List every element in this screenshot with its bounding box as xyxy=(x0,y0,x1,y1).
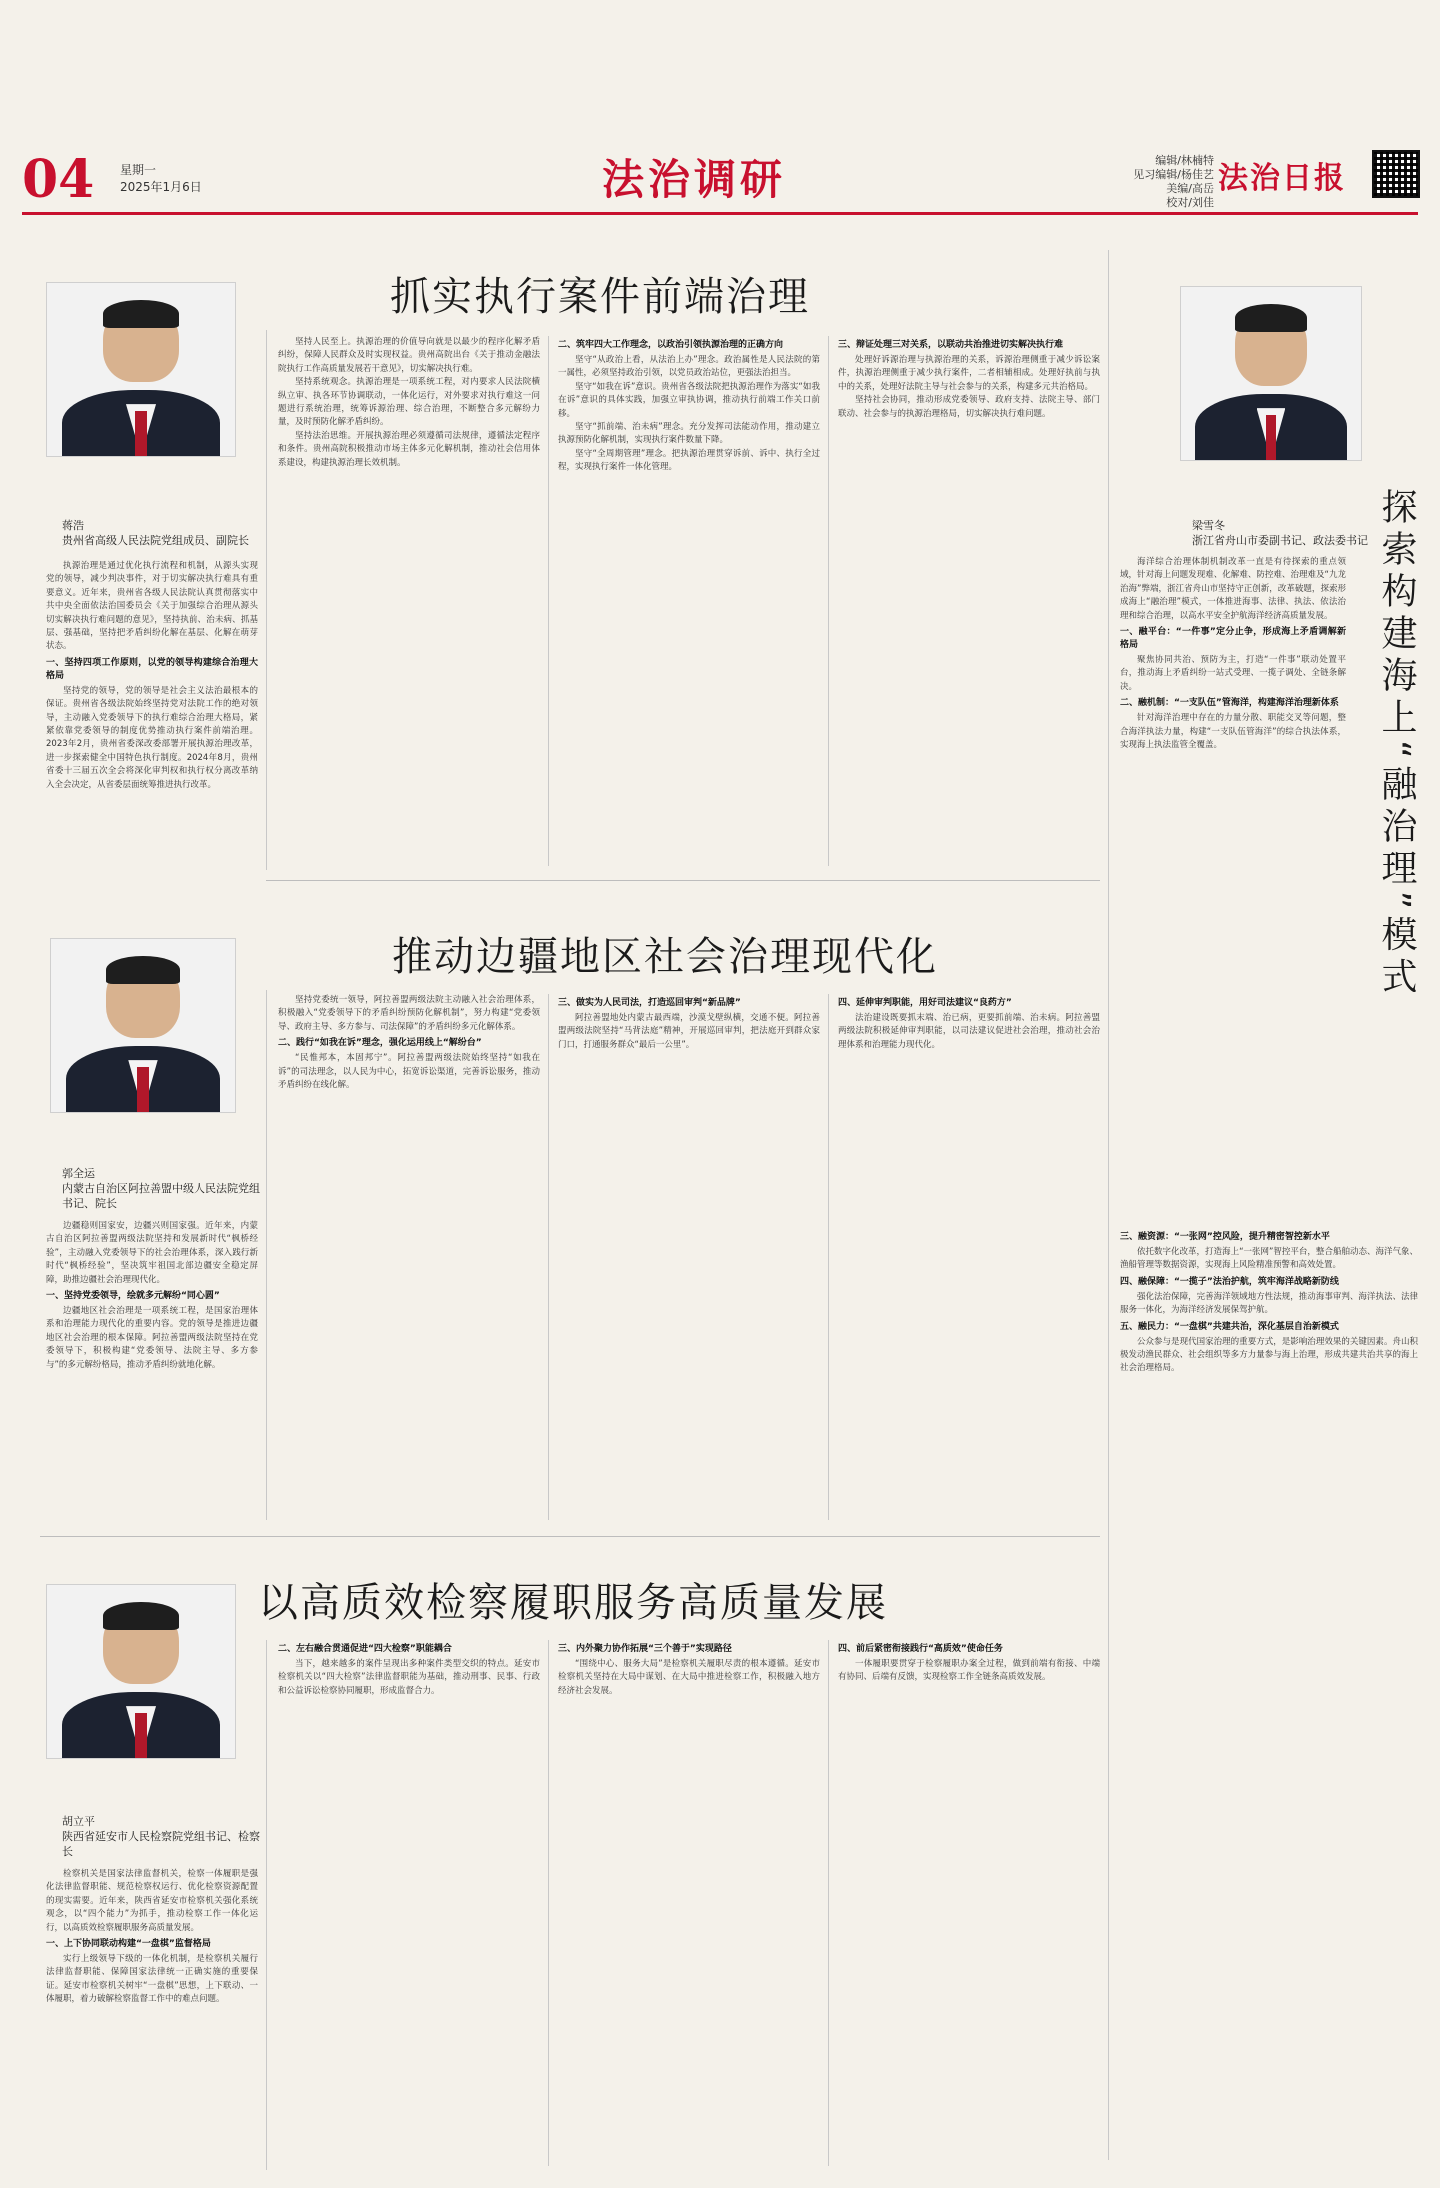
article-body-column xyxy=(1120,556,1346,1216)
editor-credits xyxy=(1112,154,1214,210)
article-body-column xyxy=(46,1220,258,1520)
article-body-column xyxy=(278,994,540,1524)
author-title: 陕西省延安市人民检察院党组书记、检察长 xyxy=(62,1830,260,1858)
editor-line: 见习编辑/杨佳艺 xyxy=(1133,168,1214,181)
author-photo xyxy=(46,1584,236,1759)
paragraph: 坚持社会协同，推动形成党委领导、政府支持、法院主导、部门联动、社会参与的执源治理格局，切实解决执行难问题。 xyxy=(838,395,1100,419)
page-number: 04 xyxy=(22,149,95,210)
paragraph: 处理好诉源治理与执源治理的关系，诉源治理侧重于减少诉讼案件，执源治理侧重于减少执行案件，二者相辅相成。处理好执前与执中的关系，处理好法院主导与社会参与的关系，构建多元共治格局。 xyxy=(838,355,1100,392)
article-body-column xyxy=(46,560,258,1220)
section-subhead: 二、践行“如我在诉”理念，强化运用线上“解纷台” xyxy=(278,1038,482,1049)
section-title: 法治调研 xyxy=(602,155,787,204)
section-subhead: 五、融民力：“一盘棋”共建共治，深化基层自治新模式 xyxy=(1120,1321,1339,1332)
date: 2025年1月6日 xyxy=(120,180,202,194)
article-body-column xyxy=(838,1640,1100,2170)
author-photo xyxy=(46,282,236,457)
paragraph: 坚持法治思维。开展执源治理必须遵循司法规律，遵循法定程序和条件。贵州高院积极推动市场主体多元化解机制，推动社会信用体系建设，构建执源治理长效机制。 xyxy=(278,430,540,468)
article-body-column xyxy=(46,1868,258,2168)
author-photo xyxy=(1180,286,1362,461)
paragraph: 当下，越来越多的案件呈现出多种案件类型交织的特点。延安市检察机关以“四大检察”法律监督职能为基础，推动刑事、民事、行政和公益诉讼检察协同履职，形成监督合力。 xyxy=(278,1659,540,1696)
paragraph: 边疆地区社会治理是一项系统工程，是国家治理体系和治理能力现代化的重要内容。党的领导是推进边疆地区社会治理的根本保障。阿拉善盟两级法院坚持在党委领导下，积极构建“党委领导、法院主导、多方参与”的多元解纷格局，推动矛盾纠纷就地化解。 xyxy=(46,1306,258,1370)
paragraph: 坚持党委统一领导，阿拉善盟两级法院主动融入社会治理体系，积极融入“党委领导下的矛盾纠纷预防化解机制”，努力构建“党委领导、政府主导、多方参与、司法保障”的矛盾纠纷多元化解体系。 xyxy=(278,995,540,1032)
editor-line: 校对/刘佳 xyxy=(1166,196,1214,209)
article-body-column xyxy=(558,994,820,1524)
author-name: 梁雪冬 xyxy=(1192,519,1225,532)
editor-line: 美编/高岳 xyxy=(1166,182,1214,195)
qr-code-icon[interactable] xyxy=(1372,150,1420,198)
article-headline: 以高质效检察履职服务高质量发展 xyxy=(258,1580,888,1626)
paragraph: 坚持党的领导，党的领导是社会主义法治最根本的保证。贵州省各级法院始终坚持党对法院工作的绝对领导，主动融入党委领导下的执行难综合治理大格局，紧紧依靠党委领导的制度优势推动执行案件前端治理。2023年2月，贵州省委深改委部署开展执源治理改革，进一步探索健全中国特色执行制度。2024年8月，贵州省委十三届五次全会将深化审判权和执行权分离改革纳入全会决定，从省委层面统筹推进执行改革。 xyxy=(46,685,258,790)
section-subhead: 四、融保障：“一揽子”法治护航，筑牢海洋战略新防线 xyxy=(1120,1276,1339,1287)
article-body-column xyxy=(838,994,1100,1524)
article-body-column xyxy=(558,336,820,876)
section-subhead: 二、融机制：“一支队伍”管海洋，构建海洋治理新体系 xyxy=(1120,698,1339,709)
section-subhead: 三、融资源：“一张网”控风险，提升精密智控新水平 xyxy=(1120,1232,1330,1242)
section-subhead: 三、辩证处理三对关系，以联动共治推进切实解决执行难 xyxy=(838,340,1064,350)
section-subhead: 一、坚持四项工作原则，以党的领导构建综合治理大格局 xyxy=(46,657,258,681)
author-caption xyxy=(62,1814,262,1859)
paragraph: 执源治理是通过优化执行流程和机制，从源头实现党的领导，减少判决事件，对于切实解决执行难具有重要意义。近年来，贵州省各级人民法院认真贯彻落实中共中央全面依法治国委员会《关于加强综合治理从源头切实解决执行难问题的意见》，坚持执前、治未病、抓基层、强基础，坚持把矛盾纠纷化解在基层、化解在萌芽状态。 xyxy=(46,561,258,652)
paragraph: “围绕中心、服务大局”是检察机关履职尽责的根本遵循。延安市检察机关坚持在大局中谋划、在大局中推进检察工作，积极融入地方经济社会发展。 xyxy=(558,1659,820,1696)
author-caption xyxy=(62,1166,262,1211)
section-subhead: 一、坚持党委领导，绘就多元解纷“同心圆” xyxy=(46,1291,220,1302)
paragraph: 检察机关是国家法律监督机关，检察一体履职是强化法律监督职能、规范检察权运行、优化检察资源配置的现实需要。近年来，陕西省延安市检察机关强化系统观念，以“四个能力”为抓手，推动检察工作一体化运行，以高质效检察履职服务高质量发展。 xyxy=(46,1869,258,1933)
author-photo xyxy=(50,938,236,1113)
paragraph: 坚持系统观念。执源治理是一项系统工程，对内要求人民法院横纵立审、执各环节协调联动，一体化运行，对外要求对执行难这一问题进行系统治理，统筹诉源治理、综合治理，不断整合多元解纷力量，及时预防化解矛盾纠纷。 xyxy=(278,377,540,428)
paragraph: 坚守“全周期管理”理念。把执源治理贯穿诉前、诉中、执行全过程，实现执行案件一体化管理。 xyxy=(558,448,820,473)
article-body-column xyxy=(278,336,540,876)
paragraph: 依托数字化改革，打造海上“一张网”智控平台，整合船舶动态、海洋气象、渔船管理等数据资源，实现海上风险精准预警和高效处置。 xyxy=(1120,1247,1418,1271)
author-title: 贵州省高级人民法院党组成员、副院长 xyxy=(62,534,249,547)
article-headline: 探索构建海上“融治理”模式 xyxy=(1376,488,1417,1000)
article-body-column xyxy=(278,1640,540,2170)
section-subhead: 一、上下协同联动构建“一盘棋”监督格局 xyxy=(46,1939,211,1950)
article-headline: 推动边疆地区社会治理现代化 xyxy=(392,934,938,980)
paragraph: 海洋综合治理体制机制改革一直是有待探索的重点领域，针对海上问题发现难、化解难、防控难、治理难及“九龙治海”弊端，浙江省舟山市坚持守正创新，改革破题，探索形成海上“融治理”模式，一体推进海事、法律、执法、依法治理和综合治理，以高水平安全护航海洋经济高质量发展。 xyxy=(1120,557,1346,621)
article-headline: 抓实执行案件前端治理 xyxy=(390,274,810,320)
paragraph: 实行上级领导下级的一体化机制，是检察机关履行法律监督职能、保障国家法律统一正确实施的重要保证。延安市检察机关树牢“一盘棋”思想，上下联动、一体履职，着力破解检察监督工作中的难点问题。 xyxy=(46,1954,258,2005)
author-title: 浙江省舟山市委副书记、政法委书记 xyxy=(1192,534,1368,547)
author-name: 胡立平 xyxy=(62,1815,95,1828)
paragraph: “民惟邦本，本固邦宁”。阿拉善盟两级法院始终坚持“如我在诉”的司法理念，以人民为中心，拓宽诉讼渠道，完善诉讼服务，推动矛盾纠纷在线化解。 xyxy=(278,1053,540,1091)
paragraph: 边疆稳则国家安，边疆兴则国家强。近年来，内蒙古自治区阿拉善盟两级法院坚持和发展新时代“枫桥经验”，主动融入党委领导下的社会治理体系，深入践行新时代“枫桥经验”，坚决筑牢祖国北部边疆安全稳定屏障，助推边疆社会治理现代化。 xyxy=(46,1221,258,1285)
article-body-column xyxy=(838,336,1100,876)
issue-date xyxy=(120,162,202,196)
section-subhead: 三、做实为人民司法，打造巡回审判“新品牌” xyxy=(558,998,741,1008)
section-subhead: 二、筑牢四大工作理念，以政治引领执源治理的正确方向 xyxy=(558,340,784,350)
section-subhead: 二、左右融合贯通促进“四大检察”职能耦合 xyxy=(278,1644,452,1654)
masthead xyxy=(22,150,1418,210)
paragraph: 坚守“从政治上看，从法治上办”理念。政治属性是人民法院的第一属性，必须坚持政治引领，以党员政治站位，更强法治担当。 xyxy=(558,355,820,379)
section-subhead: 四、延伸审判职能，用好司法建议“良药方” xyxy=(838,998,1012,1008)
weekday: 星期一 xyxy=(120,163,157,177)
paragraph: 一体履职要贯穿于检察履职办案全过程，做到前端有衔接、中端有协同、后端有反馈，实现检察工作全链条高质效发展。 xyxy=(838,1659,1100,1683)
author-name: 蒋浩 xyxy=(62,519,84,532)
newspaper-logo: 法治日报 xyxy=(1218,161,1346,196)
paragraph: 坚守“如我在诉”意识。贵州省各级法院把执源治理作为落实“如我在诉”意识的具体实践，加强立审执协调，推动执行前端工作关口前移。 xyxy=(558,381,820,419)
paragraph: 坚守“抓前端、治未病”理念。充分发挥司法能动作用，推动建立执源预防化解机制，实现执行案件数量下降。 xyxy=(558,422,820,446)
section-subhead: 一、融平台：“一件事”定分止争，形成海上矛盾调解新格局 xyxy=(1120,627,1346,651)
section-subhead: 三、内外聚力协作拓展“三个善于”实现路径 xyxy=(558,1644,732,1654)
author-title: 内蒙古自治区阿拉善盟中级人民法院党组书记、院长 xyxy=(62,1182,260,1210)
paragraph: 阿拉善盟地处内蒙古最西端，沙漠戈壁纵横，交通不便。阿拉善盟两级法院坚持“马背法庭”精神，开展巡回审判，把法庭开到群众家门口，打通服务群众“最后一公里”。 xyxy=(558,1013,820,1050)
paragraph: 针对海洋治理中存在的力量分散、职能交叉等问题，整合海洋执法力量，构建“一支队伍管海洋”的综合执法体系，实现海上执法监管全覆盖。 xyxy=(1120,713,1346,751)
author-caption xyxy=(62,518,262,548)
paragraph: 强化法治保障，完善海洋领域地方性法规，推动海事审判、海洋执法、法律服务一体化，为海洋经济发展保驾护航。 xyxy=(1120,1291,1418,1316)
article-body-column xyxy=(1120,1228,1418,2168)
editor-line: 编辑/林楠特 xyxy=(1155,154,1214,167)
masthead-rule xyxy=(22,212,1418,215)
paragraph: 坚持人民至上。执源治理的价值导向就是以最少的程序化解矛盾纠纷，保障人民群众及时实现权益。贵州高院出台《关于推动金融法院执行工作高质量发展若干意见》，切实解决执行难。 xyxy=(278,337,540,374)
paragraph: 法治建设既要抓末端、治已病，更要抓前端、治未病。阿拉善盟两级法院积极延伸审判职能，以司法建议促进社会治理，推动社会治理体系和治理能力现代化。 xyxy=(838,1013,1100,1050)
paragraph: 公众参与是现代国家治理的重要方式，是影响治理效果的关键因素。舟山积极发动渔民群众、社会组织等多方力量参与海上治理，形成共建共治共享的海上社会治理格局。 xyxy=(1120,1336,1418,1374)
paragraph: 聚焦协同共治、预防为主，打造“一件事”联动处置平台，推动海上矛盾纠纷一站式受理、一揽子调处、全链条解决。 xyxy=(1120,655,1346,692)
article-body-column xyxy=(558,1640,820,2170)
section-subhead: 四、前后紧密衔接践行“高质效”使命任务 xyxy=(838,1644,1003,1654)
author-name: 郭全运 xyxy=(62,1167,95,1180)
